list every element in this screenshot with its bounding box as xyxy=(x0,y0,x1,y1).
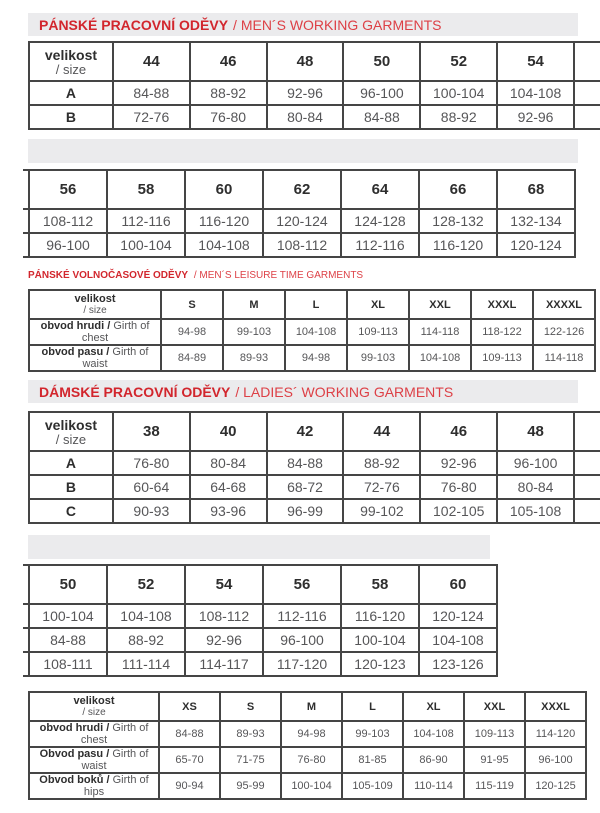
value-cell: 96-100 xyxy=(29,233,107,257)
value-cell: 72-76 xyxy=(113,105,190,129)
size-col-header: 60 xyxy=(419,565,497,604)
value-cell: 100-104 xyxy=(341,628,419,652)
value-cell: 96-100 xyxy=(525,747,586,773)
row-hips xyxy=(29,773,586,799)
size-col-header: 48 xyxy=(267,42,344,81)
value-cell: 114-117 xyxy=(185,652,263,676)
value-cell: 109-113 xyxy=(471,345,533,371)
row-waist xyxy=(29,747,586,773)
size-col-header: 52 xyxy=(420,42,497,81)
size-col-header: XS xyxy=(159,692,220,721)
row-B-continued xyxy=(23,233,575,257)
value-cell: 68-72 xyxy=(267,475,344,499)
value-cell: 88-92 xyxy=(190,81,267,105)
value-cell: 84-89 xyxy=(161,345,223,371)
value-cell: 104-108 xyxy=(403,721,464,747)
row-B xyxy=(29,475,600,499)
value-cell: 108-112 xyxy=(29,209,107,233)
size-col-header: XXXL xyxy=(471,290,533,319)
value-cell: 120-123 xyxy=(341,652,419,676)
value-cell: 76-80 xyxy=(190,105,267,129)
value-cell: 71-75 xyxy=(220,747,281,773)
value-cell: 65-70 xyxy=(159,747,220,773)
value-cell: 99-103 xyxy=(347,345,409,371)
size-header-row xyxy=(29,692,586,721)
size-label-cs: velikost xyxy=(73,695,115,707)
value-cell: 91-95 xyxy=(464,747,525,773)
size-col-header: 54 xyxy=(497,42,574,81)
clipped-cell xyxy=(574,499,600,523)
value-cell: 102-105 xyxy=(420,499,497,523)
row-B-continued xyxy=(23,628,497,652)
size-label-cs: velikost xyxy=(44,46,98,63)
value-cell: 76-80 xyxy=(281,747,342,773)
value-cell: 124-128 xyxy=(341,209,419,233)
size-col-header: 66 xyxy=(419,170,497,209)
row-C-continued xyxy=(23,652,497,676)
row-label: A xyxy=(29,451,113,475)
value-cell: 90-94 xyxy=(159,773,220,799)
size-header-cell xyxy=(29,692,159,721)
size-label-en: / size xyxy=(82,707,106,718)
value-cell: 86-90 xyxy=(403,747,464,773)
value-cell: 96-99 xyxy=(267,499,344,523)
value-cell: 112-116 xyxy=(107,209,185,233)
size-header-row xyxy=(29,290,595,319)
size-header-row xyxy=(23,170,575,209)
size-col-header: 46 xyxy=(420,412,497,451)
section-header-mens-working xyxy=(28,13,578,36)
row-label: B xyxy=(29,105,113,129)
value-cell: 115-119 xyxy=(464,773,525,799)
size-col-header: XXL xyxy=(409,290,471,319)
size-header-row xyxy=(29,412,600,451)
value-cell: 100-104 xyxy=(281,773,342,799)
value-cell: 120-124 xyxy=(263,209,341,233)
table-mens-working-sizes-56-68 xyxy=(23,169,576,258)
section-divider-bar xyxy=(28,535,490,559)
value-cell: 109-113 xyxy=(464,721,525,747)
section-divider-bar xyxy=(28,139,578,163)
value-cell: 112-116 xyxy=(341,233,419,257)
value-cell: 109-113 xyxy=(347,319,409,345)
row-C xyxy=(29,499,600,523)
value-cell: 117-120 xyxy=(263,652,341,676)
value-cell: 94-98 xyxy=(161,319,223,345)
value-cell: 84-88 xyxy=(113,81,190,105)
value-cell: 108-112 xyxy=(263,233,341,257)
value-cell: 105-108 xyxy=(497,499,574,523)
size-label-cs: velikost xyxy=(44,416,98,433)
value-cell: 120-124 xyxy=(497,233,575,257)
size-col-header: 58 xyxy=(341,565,419,604)
value-cell: 105-109 xyxy=(342,773,403,799)
size-col-header: 56 xyxy=(263,565,341,604)
value-cell: 114-118 xyxy=(409,319,471,345)
size-col-header: 46 xyxy=(190,42,267,81)
value-cell: 120-124 xyxy=(419,604,497,628)
size-col-header: S xyxy=(161,290,223,319)
clipped-cell xyxy=(574,412,600,451)
value-cell: 92-96 xyxy=(420,451,497,475)
section-title-cs: PÁNSKÉ VOLNOČASOVÉ ODĚVY xyxy=(28,270,189,281)
value-cell: 111-114 xyxy=(107,652,185,676)
value-cell: 128-132 xyxy=(419,209,497,233)
size-col-header: 58 xyxy=(107,170,185,209)
value-cell: 116-120 xyxy=(419,233,497,257)
size-col-header: S xyxy=(220,692,281,721)
size-col-header: XXL xyxy=(464,692,525,721)
value-cell: 108-111 xyxy=(29,652,107,676)
value-cell: 96-100 xyxy=(263,628,341,652)
clipped-cell xyxy=(574,451,600,475)
clipped-cell xyxy=(574,81,600,105)
size-col-header: M xyxy=(281,692,342,721)
measurement-label: Obvod boků / Girth of hips xyxy=(29,773,159,799)
size-col-header: 50 xyxy=(343,42,420,81)
size-col-header: 60 xyxy=(185,170,263,209)
value-cell: 96-100 xyxy=(497,451,574,475)
measurement-label: obvod hrudi / Girth of chest xyxy=(29,319,161,345)
row-label: C xyxy=(29,499,113,523)
value-cell: 88-92 xyxy=(420,105,497,129)
value-cell: 114-120 xyxy=(525,721,586,747)
value-cell: 84-88 xyxy=(267,451,344,475)
size-col-header: 40 xyxy=(190,412,267,451)
size-col-header: XL xyxy=(403,692,464,721)
size-header-cell xyxy=(29,42,113,81)
value-cell: 84-88 xyxy=(29,628,107,652)
clipped-cell xyxy=(574,42,600,81)
size-header-row xyxy=(23,565,497,604)
size-col-header: 52 xyxy=(107,565,185,604)
value-cell: 80-84 xyxy=(267,105,344,129)
table-ladies-measurements xyxy=(28,691,587,800)
size-label-en: / size xyxy=(55,61,87,77)
value-cell: 76-80 xyxy=(420,475,497,499)
size-header-cell xyxy=(29,412,113,451)
value-cell: 114-118 xyxy=(533,345,595,371)
value-cell: 89-93 xyxy=(223,345,285,371)
size-col-header: 64 xyxy=(341,170,419,209)
size-label-en: / size xyxy=(55,431,87,447)
value-cell: 104-108 xyxy=(497,81,574,105)
row-waist xyxy=(29,345,595,371)
value-cell: 95-99 xyxy=(220,773,281,799)
value-cell: 94-98 xyxy=(281,721,342,747)
size-col-header: 54 xyxy=(185,565,263,604)
value-cell: 92-96 xyxy=(267,81,344,105)
row-label: A xyxy=(29,81,113,105)
value-cell: 81-85 xyxy=(342,747,403,773)
section-title-en: / MEN´S WORKING GARMENTS xyxy=(233,16,442,33)
value-cell: 88-92 xyxy=(343,451,420,475)
clipped-cell xyxy=(574,475,600,499)
value-cell: 116-120 xyxy=(341,604,419,628)
value-cell: 96-100 xyxy=(343,81,420,105)
value-cell: 84-88 xyxy=(159,721,220,747)
row-A-continued xyxy=(23,209,575,233)
table-ladies-working-sizes-38-48 xyxy=(28,411,600,524)
value-cell: 99-103 xyxy=(342,721,403,747)
clipped-cell xyxy=(574,105,600,129)
value-cell: 104-108 xyxy=(409,345,471,371)
row-B xyxy=(29,105,600,129)
size-label-en: / size xyxy=(83,305,107,316)
table-mens-leisure-sizes xyxy=(28,289,596,372)
value-cell: 100-104 xyxy=(29,604,107,628)
value-cell: 104-108 xyxy=(285,319,347,345)
section-title-cs: DÁMSKÉ PRACOVNÍ ODĚVY xyxy=(39,383,231,400)
value-cell: 118-122 xyxy=(471,319,533,345)
size-col-header: 50 xyxy=(29,565,107,604)
measurement-label: obvod hrudi / Girth of chest xyxy=(29,721,159,747)
value-cell: 100-104 xyxy=(107,233,185,257)
value-cell: 122-126 xyxy=(533,319,595,345)
measurement-label: obvod pasu / Girth of waist xyxy=(29,345,161,371)
section-title-cs: PÁNSKÉ PRACOVNÍ ODĚVY xyxy=(39,16,229,33)
value-cell: 112-116 xyxy=(263,604,341,628)
value-cell: 104-108 xyxy=(419,628,497,652)
value-cell: 76-80 xyxy=(113,451,190,475)
size-header-cell xyxy=(29,290,161,319)
section-header-mens-leisure xyxy=(28,270,600,282)
size-col-header: 38 xyxy=(113,412,190,451)
value-cell: 108-112 xyxy=(185,604,263,628)
value-cell: 80-84 xyxy=(497,475,574,499)
size-col-header: L xyxy=(285,290,347,319)
size-col-header: 44 xyxy=(113,42,190,81)
value-cell: 92-96 xyxy=(497,105,574,129)
value-cell: 132-134 xyxy=(497,209,575,233)
value-cell: 90-93 xyxy=(113,499,190,523)
size-col-header: 62 xyxy=(263,170,341,209)
value-cell: 104-108 xyxy=(185,233,263,257)
row-A-continued xyxy=(23,604,497,628)
size-col-header: 48 xyxy=(497,412,574,451)
row-label: B xyxy=(29,475,113,499)
value-cell: 89-93 xyxy=(220,721,281,747)
value-cell: 116-120 xyxy=(185,209,263,233)
value-cell: 80-84 xyxy=(190,451,267,475)
table-ladies-working-sizes-50-60 xyxy=(23,564,498,677)
size-header-row xyxy=(29,42,600,81)
value-cell: 99-103 xyxy=(223,319,285,345)
value-cell: 94-98 xyxy=(285,345,347,371)
size-col-header: XL xyxy=(347,290,409,319)
value-cell: 72-76 xyxy=(343,475,420,499)
value-cell: 93-96 xyxy=(190,499,267,523)
measurement-label: Obvod pasu / Girth of waist xyxy=(29,747,159,773)
value-cell: 123-126 xyxy=(419,652,497,676)
size-col-header: M xyxy=(223,290,285,319)
size-col-header: 68 xyxy=(497,170,575,209)
row-A xyxy=(29,81,600,105)
row-A xyxy=(29,451,600,475)
section-header-ladies-working xyxy=(28,380,578,403)
size-col-header: 42 xyxy=(267,412,344,451)
value-cell: 99-102 xyxy=(343,499,420,523)
section-title-en: / LADIES´ WORKING GARMENTS xyxy=(235,383,454,400)
row-chest xyxy=(29,721,586,747)
value-cell: 92-96 xyxy=(185,628,263,652)
size-col-header: 44 xyxy=(343,412,420,451)
size-col-header: 56 xyxy=(29,170,107,209)
size-col-header: XXXXL xyxy=(533,290,595,319)
size-col-header: XXXL xyxy=(525,692,586,721)
value-cell: 64-68 xyxy=(190,475,267,499)
value-cell: 120-125 xyxy=(525,773,586,799)
section-title-en: / MEN´S LEISURE TIME GARMENTS xyxy=(193,270,364,281)
value-cell: 84-88 xyxy=(343,105,420,129)
value-cell: 100-104 xyxy=(420,81,497,105)
size-col-header: L xyxy=(342,692,403,721)
value-cell: 88-92 xyxy=(107,628,185,652)
row-chest xyxy=(29,319,595,345)
value-cell: 110-114 xyxy=(403,773,464,799)
value-cell: 60-64 xyxy=(113,475,190,499)
value-cell: 104-108 xyxy=(107,604,185,628)
table-mens-working-sizes-44-54 xyxy=(28,41,600,130)
size-label-cs: velikost xyxy=(74,293,116,305)
